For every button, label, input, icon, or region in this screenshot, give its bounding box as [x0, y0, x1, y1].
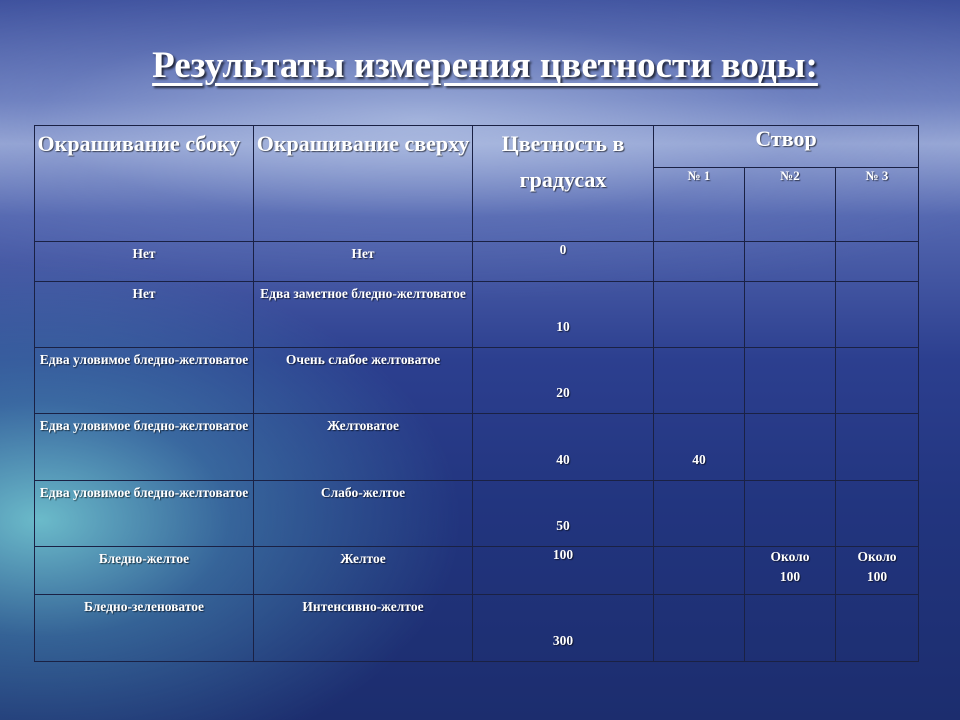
cell-stvor-3: [836, 414, 919, 481]
header-top-coloring: Окрашивание сверху: [254, 126, 473, 242]
header-color-degrees: Цветность в градусах: [473, 126, 654, 242]
header-stvor: Створ: [654, 126, 919, 168]
table-row: [35, 595, 919, 662]
cell-top: Нет: [254, 242, 473, 282]
cell-degrees: 100: [473, 547, 654, 595]
cell-degrees: 0: [473, 242, 654, 282]
cell-degrees: 20: [473, 348, 654, 414]
table-row: [35, 282, 919, 348]
cell-stvor-3: [836, 242, 919, 282]
table-row: [35, 242, 919, 282]
cell-stvor-3: [836, 348, 919, 414]
cell-stvor-1: [654, 282, 745, 348]
header-stvor-2: №2: [745, 168, 836, 242]
cell-degrees: 10: [473, 282, 654, 348]
cell-side: Нет: [35, 282, 254, 348]
cell-stvor-2: [745, 481, 836, 547]
cell-stvor-2: [745, 242, 836, 282]
cell-stvor-1: [654, 595, 745, 662]
cell-side: Едва уловимое бледно-желтоватое: [35, 414, 254, 481]
cell-stvor-3: [836, 595, 919, 662]
cell-stvor-3: [836, 282, 919, 348]
page-title: Результаты измерения цветности воды:: [152, 45, 818, 86]
cell-stvor-1: 40: [654, 414, 745, 481]
cell-side: Нет: [35, 242, 254, 282]
cell-stvor-2: [745, 282, 836, 348]
cell-stvor-3: Около 100: [836, 547, 919, 595]
color-measurement-table: [34, 125, 919, 662]
table-row: [35, 414, 919, 481]
cell-side: Бледно-желтое: [35, 547, 254, 595]
cell-top: Слабо-желтое: [254, 481, 473, 547]
cell-side: Едва уловимое бледно-желтоватое: [35, 348, 254, 414]
header-stvor-1: № 1: [654, 168, 745, 242]
cell-top: Едва заметное бледно-желтоватое: [254, 282, 473, 348]
table-row: [35, 481, 919, 547]
cell-stvor-1: [654, 242, 745, 282]
header-side-coloring: Окрашивание сбоку: [35, 126, 254, 242]
cell-stvor-1: [654, 348, 745, 414]
table-row: [35, 348, 919, 414]
cell-stvor-1: [654, 547, 745, 595]
header-stvor-3: № 3: [836, 168, 919, 242]
cell-top: Очень слабое желтоватое: [254, 348, 473, 414]
cell-stvor-2: [745, 348, 836, 414]
table-row: [35, 547, 919, 595]
cell-side: Едва уловимое бледно-желтоватое: [35, 481, 254, 547]
cell-side: Бледно-зеленоватое: [35, 595, 254, 662]
cell-stvor-2: [745, 595, 836, 662]
cell-top: Желтоватое: [254, 414, 473, 481]
cell-stvor-2: [745, 414, 836, 481]
cell-stvor-1: [654, 481, 745, 547]
cell-degrees: 40: [473, 414, 654, 481]
cell-degrees: 50: [473, 481, 654, 547]
cell-stvor-2: Около 100: [745, 547, 836, 595]
cell-stvor-3: [836, 481, 919, 547]
cell-top: Интенсивно-желтое: [254, 595, 473, 662]
cell-degrees: 300: [473, 595, 654, 662]
cell-top: Желтое: [254, 547, 473, 595]
